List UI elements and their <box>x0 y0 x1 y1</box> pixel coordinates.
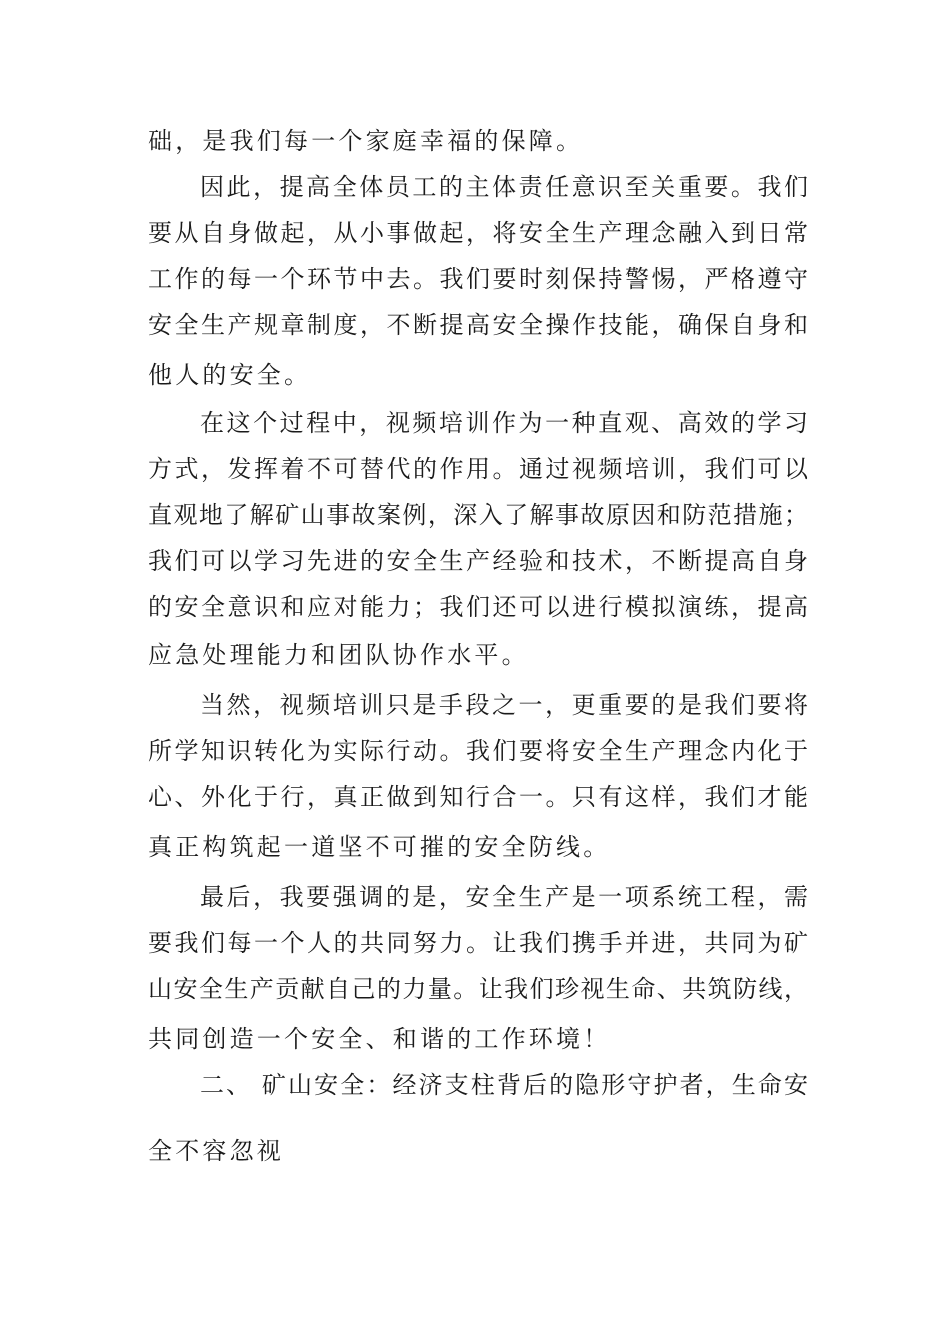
paragraph-line: 我们可以学习先进的安全生产经验和技术，不断提高自身 <box>148 547 808 575</box>
paragraph-line: 真正构筑起一道坚不可摧的安全防线。 <box>148 833 611 861</box>
paragraph-line: 心、外化于行，真正做到知行合一。只有这样，我们才能 <box>148 783 808 811</box>
paragraph-line: 的安全意识和应对能力；我们还可以进行模拟演练，提高 <box>148 593 808 621</box>
paragraph-line: 在这个过程中，视频培训作为一种直观、高效的学习 <box>200 409 808 437</box>
paragraph-line: 方式，发挥着不可替代的作用。通过视频培训，我们可以 <box>148 455 808 483</box>
paragraph-line: 共同创造一个安全、和谐的工作环境！ <box>148 1025 611 1053</box>
section-heading: 全不容忽视 <box>148 1137 284 1165</box>
paragraph-line: 安全生产规章制度，不断提高安全操作技能，确保自身和 <box>148 311 808 339</box>
paragraph-line: 要我们每一个人的共同努力。让我们携手并进，共同为矿 <box>148 929 808 957</box>
paragraph-line: 当然，视频培训只是手段之一，更重要的是我们要将 <box>200 691 808 719</box>
paragraph-line: 他人的安全。 <box>148 361 312 389</box>
paragraph-line: 础，是我们每一个家庭幸福的保障。 <box>148 127 584 155</box>
paragraph-line: 山安全生产贡献自己的力量。让我们珍视生命、共筑防线， <box>148 975 808 1003</box>
paragraph-line: 工作的每一个环节中去。我们要时刻保持警惕，严格遵守 <box>148 265 808 293</box>
section-heading: 二、 矿山安全：经济支柱背后的隐形守护者，生命安 <box>200 1071 808 1099</box>
paragraph-line: 应急处理能力和团队协作水平。 <box>148 641 529 669</box>
paragraph-line: 直观地了解矿山事故案例，深入了解事故原因和防范措施； <box>148 501 808 529</box>
paragraph-line: 因此，提高全体员工的主体责任意识至关重要。我们 <box>200 173 808 201</box>
paragraph-line: 最后，我要强调的是，安全生产是一项系统工程，需 <box>200 883 808 911</box>
paragraph-line: 要从自身做起，从小事做起，将安全生产理念融入到日常 <box>148 219 808 247</box>
paragraph-line: 所学知识转化为实际行动。我们要将安全生产理念内化于 <box>148 737 808 765</box>
